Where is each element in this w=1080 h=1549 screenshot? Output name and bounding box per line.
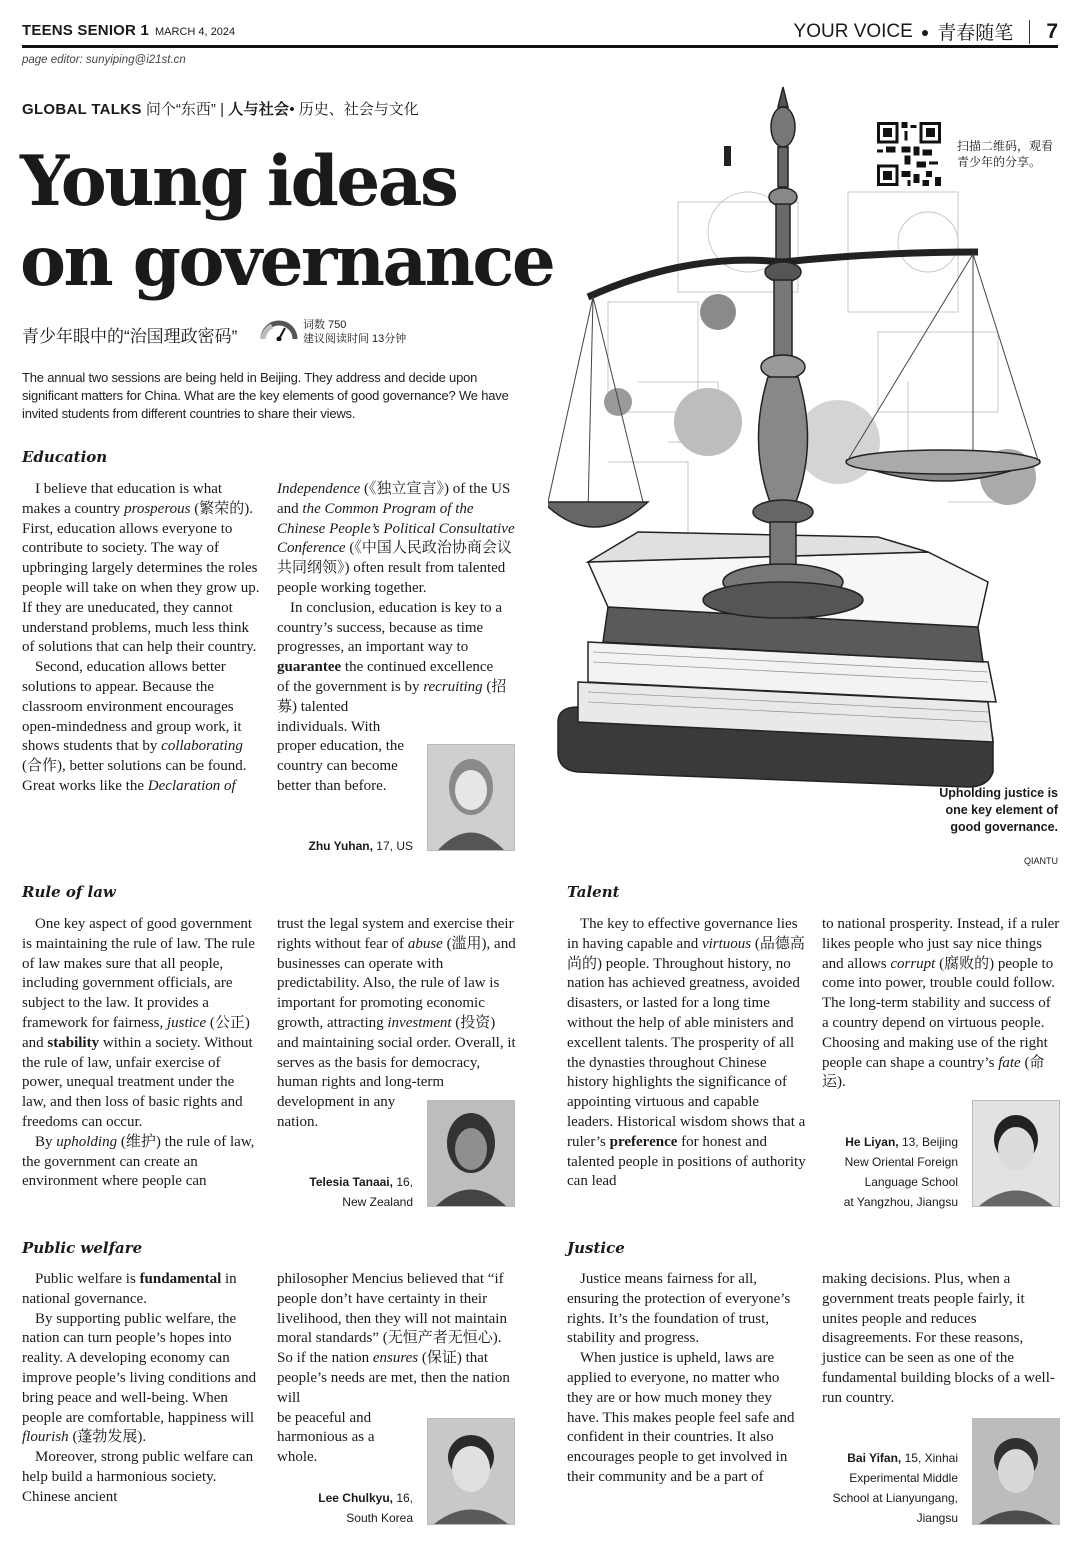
talent-column-2 [822, 915, 1060, 1093]
qr-instruction [957, 138, 1053, 170]
author-school: Experimental Middle [849, 1471, 958, 1485]
headline-line-1: Young ideas [20, 141, 457, 222]
author-photo-bai-yifan [972, 1418, 1060, 1525]
paragraph: By supporting public welfare, the nation can turn people’s hopes into reality. A developing economy can improve people’s living conditions and bring peace and well-being. When people are comfortable, happiness will flourish (蓬勃发展). [22, 1310, 257, 1446]
talent-column-1 [567, 915, 807, 1192]
intro-paragraph: The annual two sessions are being held in Beijing. They address and decide upon significant matters for China. What are the key elements of good governance? We have invited students from different countries to share their views. [22, 370, 509, 421]
author-info: 17, US [372, 839, 413, 853]
author-school: New Oriental Foreign [844, 1155, 958, 1169]
page-editor: page editor: sunyiping@i21st.cn [22, 54, 186, 66]
author-info: 16, [392, 1491, 413, 1505]
column-name-cn: 青春随笔 [937, 23, 1014, 44]
section-title-justice: Justice [567, 1239, 625, 1257]
illustration-credit: QIANTU [1023, 856, 1058, 866]
author-school: Jiangsu [916, 1511, 958, 1525]
author-name: Lee Chulkyu, [318, 1491, 393, 1505]
reading-info [303, 318, 406, 346]
headline [20, 142, 553, 302]
bullet-icon: ● [920, 23, 930, 40]
author-info: 13, Beijing [898, 1135, 958, 1149]
paragraph: making decisions. Plus, when a government treats people fairly, it unites people and reduces disagreements. For these reasons, justice can be seen as one of the fundamental building blocks of a well-run country. [822, 1271, 1055, 1406]
byline-lee-chulkyu [277, 1488, 413, 1528]
paragraph: Moreover, strong public welfare can help build a harmonious society. Chinese ancient [22, 1449, 254, 1505]
author-school: at Yangzhou, Jiangsu [843, 1195, 958, 1209]
author-photo-telesia-tanaai [427, 1100, 515, 1207]
kicker-cn2: 人与社会 [228, 101, 290, 118]
word-count: 词数 750 [303, 319, 347, 331]
divider [1029, 20, 1030, 44]
section-title-talent: Talent [567, 883, 620, 901]
author-school: Language School [864, 1175, 958, 1189]
scales-illustration [548, 82, 1060, 872]
masthead-left [22, 22, 235, 39]
qr-code[interactable] [877, 122, 941, 186]
reading-time: 建议阅读时间 13分钟 [303, 333, 407, 345]
paragraph: be peaceful and harmonious as a whole. [277, 1409, 375, 1466]
public-welfare-column-1 [22, 1270, 262, 1508]
section-title-public-welfare: Public welfare [22, 1239, 143, 1257]
column-name: YOUR VOICE [793, 20, 913, 42]
qr-text-line-1: 扫描二维码，观看 [957, 139, 1054, 153]
paragraph: I believe that education is what makes a country prosperous (繁荣的). First, education allows everyone to contribute to society. The way of upbringing largely determines the roles people will take on when they grow up. If they are uneducated, they cannot understand problems, much less think of solutions that can help their country. [22, 481, 260, 656]
author-info: 15, Xinhai [901, 1451, 958, 1465]
gauge-icon [260, 319, 298, 345]
author-info: 16, [392, 1175, 413, 1189]
kicker-cn1: 问个“东西” [145, 101, 216, 118]
paragraph: development in any nation. [277, 1094, 396, 1130]
paragraph: individuals. With proper education, the country can become better than before. [277, 718, 405, 794]
paragraph: trust the legal system and exercise their rights without fear of abuse (滥用), and businesses can operate with predictability. Also, the rule of law is important for promoting economic growth, attracting investment (投资) and maintaining social order. Overall, it serves as the basis for democracy, human rights and long-term [277, 916, 516, 1091]
rule-of-law-column-1 [22, 915, 262, 1192]
masthead-right [794, 18, 1058, 45]
header-rule [22, 45, 1058, 48]
section-name: TEENS SENIOR 1 [22, 22, 149, 39]
paragraph: One key aspect of good government is maintaining the rule of law. The rule of law makes sure that all people, including government officials, are subject to the law. It provides a framework for fairness, justice (公正) and stability within a society. Without the rule of law, unfair exercise of power, unequal treatment under the law, and then loss of basic rights and freedoms can occur. [22, 916, 255, 1130]
education-column-1 [22, 480, 262, 797]
author-photo-zhu-yuhan [427, 744, 515, 851]
author-name: Zhu Yuhan, [308, 839, 373, 853]
author-photo-lee-chulkyu [427, 1418, 515, 1525]
paragraph: Independence (《独立宣言》) of the US and the Common Program of the Chinese People’s Political Consultative Conference (《中国人民政治协商会议共同纲领》) often result from talented people working together. [277, 481, 515, 596]
kicker [22, 98, 419, 119]
author-country: New Zealand [342, 1195, 413, 1209]
author-country: South Korea [346, 1511, 413, 1525]
paragraph: In conclusion, education is key to a country’s success, because as time progresses, an important way to guarantee the continued excellence of the government is by recruiting (招募) talented [277, 599, 507, 715]
byline-zhu-yuhan [277, 836, 413, 856]
author-school: School at Lianyungang, [832, 1491, 958, 1505]
author-name: Telesia Tanaai, [309, 1175, 393, 1189]
subheadline: 青少年眼中的“治国理政密码” [22, 327, 238, 346]
author-name: Bai Yifan, [847, 1451, 902, 1465]
section-title-rule-of-law: Rule of law [22, 883, 116, 901]
page-number: 7 [1046, 19, 1058, 43]
kicker-label: GLOBAL TALKS [22, 101, 142, 118]
justice-column-2 [822, 1270, 1060, 1409]
paragraph: Second, education allows better solutions to appear. Because the classroom environment encourages open-mindedness and group work, it shows students that by collaborating (合作), better solutions can be found. Great works like the Declaration of [22, 659, 247, 794]
issue-date: MARCH 4, 2024 [155, 26, 236, 38]
paragraph: Justice means fairness for all, ensuring the protection of everyone’s rights. It’s the foundation of trust, stability and progress. [567, 1271, 791, 1347]
kicker-cn3: • 历史、社会与文化 [289, 101, 419, 118]
author-name: He Liyan, [845, 1135, 899, 1149]
qr-text-line-2: 青少年的分享。 [957, 155, 1042, 169]
paragraph: to national prosperity. Instead, if a ruler likes people who just say nice things and allows corrupt (腐败的) people to come into power, trouble could follow. The long-term stability and success of a country depend on virtuous people. Choosing and making use of the right people can shape a country’s fate (命运). [822, 916, 1060, 1091]
section-title-education: Education [22, 448, 108, 466]
paragraph: The key to effective governance lies in having capable and virtuous (品德高尚的) people. Throughout history, no nation has achieved greatness, avoided disasters, or lasted for a long time without the help of able ministers and excellent talents. The prosperity of all the dynasties throughout Chinese history highlights the significance of appointing virtuous and capable leaders. Historical wisdom shows that a ruler’s preference for honest and talented people in positions of authority can lead [567, 916, 806, 1190]
kicker-bar: | [220, 101, 224, 118]
paragraph: philosopher Mencius believed that “if people don’t have certainty in their livelihood, then they will not maintain moral standards” (无恒产者无恒心). So if the nation ensures (保证) that people’s needs are met, then the nation will [277, 1271, 510, 1406]
byline-he-liyan [822, 1132, 958, 1212]
author-photo-he-liyan [972, 1100, 1060, 1207]
byline-bai-yifan [822, 1448, 958, 1528]
illustration-caption: Upholding justice is one key element of good governance. [939, 786, 1058, 834]
paragraph: Public welfare is fundamental in national governance. [22, 1271, 237, 1307]
paragraph: When justice is upheld, laws are applied to everyone, no matter who they are or how much money they have. This makes people feel safe and confident in their countries. It also encourages people to get involved in their community and be a part of [567, 1350, 795, 1485]
headline-line-2: on governance [20, 221, 554, 302]
paragraph: By upholding (维护) the rule of law, the government can create an environment where people can [22, 1133, 255, 1190]
byline-telesia-tanaai [277, 1172, 413, 1212]
justice-column-1 [567, 1270, 807, 1488]
